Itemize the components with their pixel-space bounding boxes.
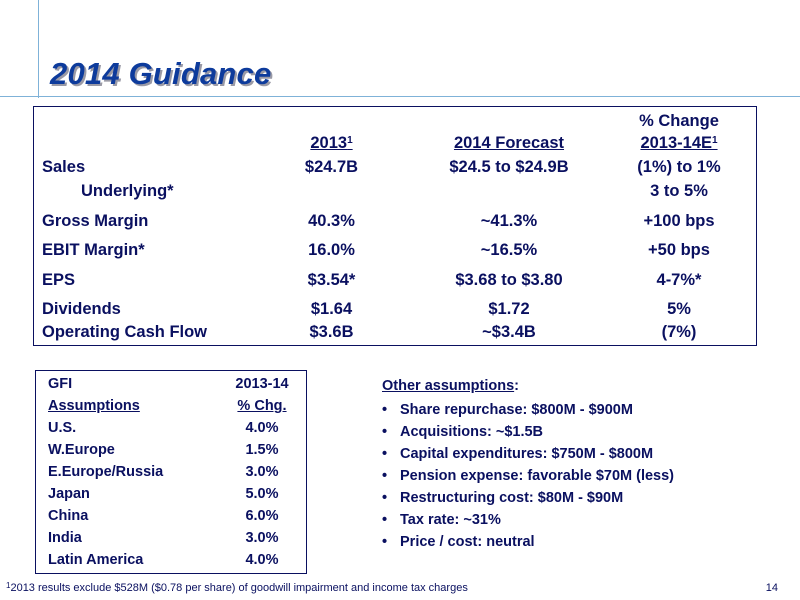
- row-label: EBIT Margin*: [42, 241, 145, 259]
- row-forecast: ~16.5%: [480, 241, 538, 259]
- gfi-value: 3.0%: [245, 464, 279, 480]
- other-assumptions: [382, 375, 782, 553]
- gfi-region: Japan: [48, 486, 90, 502]
- gfi-value: 5.0%: [245, 486, 279, 502]
- list-item: [382, 509, 782, 531]
- row-2013: $3.6B: [309, 323, 354, 341]
- bullet-icon: •: [382, 446, 388, 462]
- row-forecast: ~$3.4B: [482, 323, 536, 341]
- guidance-table: [33, 106, 757, 346]
- gfi-assumptions-table: [35, 370, 307, 574]
- row-2013: 16.0%: [308, 241, 355, 259]
- gfi-header-row-2: [36, 395, 306, 417]
- gfi-header-right: 2013-14: [235, 376, 289, 392]
- gfi-header-right-2: % Chg.: [237, 398, 287, 414]
- list-item-text: Tax rate: ~31%: [400, 512, 501, 528]
- row-change: 5%: [667, 300, 691, 318]
- list-item-text: Share repurchase: $800M - $900M: [400, 402, 633, 418]
- guide-line-horizontal: [0, 96, 800, 97]
- gfi-value: 4.0%: [245, 552, 279, 568]
- gfi-row: [36, 439, 306, 461]
- gfi-value: 1.5%: [245, 442, 279, 458]
- bullet-icon: •: [382, 490, 388, 506]
- list-item-text: Acquisitions: ~$1.5B: [400, 424, 544, 440]
- list-item-text: Pension expense: favorable $70M (less): [400, 468, 674, 484]
- bullet-icon: •: [382, 402, 388, 418]
- row-label: Gross Margin: [42, 212, 149, 230]
- gfi-region: U.S.: [48, 420, 77, 436]
- header-change-line2: [604, 131, 754, 155]
- footnote: [6, 582, 468, 594]
- row-label: Sales: [42, 158, 86, 176]
- gfi-header-left: GFI: [48, 376, 73, 392]
- table-row: [34, 320, 756, 344]
- slide-title: 2014 Guidance: [50, 56, 272, 91]
- gfi-row: [36, 417, 306, 439]
- guide-line-vertical: [38, 0, 39, 98]
- gfi-region: Latin America: [48, 552, 144, 568]
- gfi-value: 6.0%: [245, 508, 279, 524]
- table-row: [34, 238, 756, 262]
- bullet-icon: •: [382, 468, 388, 484]
- list-item-text: Capital expenditures: $750M - $800M: [400, 446, 654, 462]
- header-change-label: 2013-14E: [640, 134, 712, 152]
- row-change: (7%): [661, 323, 697, 341]
- gfi-header-left-2: Assumptions: [48, 398, 140, 414]
- row-change: (1%) to 1%: [637, 158, 721, 176]
- bullet-icon: •: [382, 424, 388, 440]
- bullet-icon: •: [382, 512, 388, 528]
- gfi-region: W.Europe: [48, 442, 115, 458]
- row-2013: $3.54*: [307, 271, 356, 289]
- gfi-region: India: [48, 530, 82, 546]
- row-label: Operating Cash Flow: [42, 323, 208, 341]
- gfi-region: China: [48, 508, 89, 524]
- list-item: [382, 443, 782, 465]
- list-item-text: Restructuring cost: $80M - $90M: [400, 490, 624, 506]
- list-item: [382, 421, 782, 443]
- list-item-text: Price / cost: neutral: [400, 534, 535, 550]
- row-change: +100 bps: [643, 212, 715, 230]
- other-assumptions-list: [382, 399, 782, 553]
- other-assumptions-colon: :: [514, 378, 519, 394]
- row-forecast: $24.5 to $24.9B: [449, 158, 569, 176]
- list-item: [382, 399, 782, 421]
- row-forecast: $1.72: [488, 300, 530, 318]
- list-item: [382, 487, 782, 509]
- other-assumptions-title: Other assumptions: [382, 378, 515, 394]
- gfi-row: [36, 505, 306, 527]
- header-forecast: 2014 Forecast: [453, 134, 565, 152]
- header-row-top: [34, 109, 756, 133]
- row-change: +50 bps: [648, 241, 710, 259]
- table-row: [34, 268, 756, 292]
- list-item: [382, 531, 782, 553]
- row-label: EPS: [42, 271, 76, 289]
- row-2013: 40.3%: [308, 212, 355, 230]
- header-2013-label: 2013: [310, 134, 348, 152]
- table-row: [34, 209, 756, 233]
- row-change: 4-7%*: [656, 271, 702, 289]
- row-forecast: ~41.3%: [480, 212, 538, 230]
- row-2013: $1.64: [310, 300, 353, 318]
- header-change-sup: 1: [712, 135, 718, 146]
- gfi-row: [36, 549, 306, 571]
- header-2013-sup: 1: [347, 135, 353, 146]
- table-row: [34, 155, 756, 179]
- header-2013: [249, 131, 414, 155]
- page-number: 14: [765, 582, 778, 594]
- list-item: [382, 465, 782, 487]
- gfi-value: 3.0%: [245, 530, 279, 546]
- row-label: Dividends: [42, 300, 121, 318]
- row-change: 3 to 5%: [650, 182, 708, 200]
- header-change-line1: % Change: [639, 112, 719, 130]
- gfi-header-row: [36, 373, 306, 395]
- table-row: [34, 179, 756, 203]
- gfi-row: [36, 527, 306, 549]
- table-row: [34, 297, 756, 321]
- row-label: Underlying*: [81, 182, 174, 200]
- footnote-text: 2013 results exclude $528M ($0.78 per share) of goodwill impairment and income tax charges: [10, 582, 468, 594]
- header-row: [34, 131, 756, 155]
- gfi-row: [36, 483, 306, 505]
- row-2013: $24.7B: [304, 158, 359, 176]
- bullet-icon: •: [382, 534, 388, 550]
- footnote-sup: 1: [6, 581, 11, 590]
- gfi-value: 4.0%: [245, 420, 279, 436]
- other-assumptions-heading: [382, 375, 782, 397]
- gfi-row: [36, 461, 306, 483]
- gfi-region: E.Europe/Russia: [48, 464, 164, 480]
- row-forecast: $3.68 to $3.80: [455, 271, 563, 289]
